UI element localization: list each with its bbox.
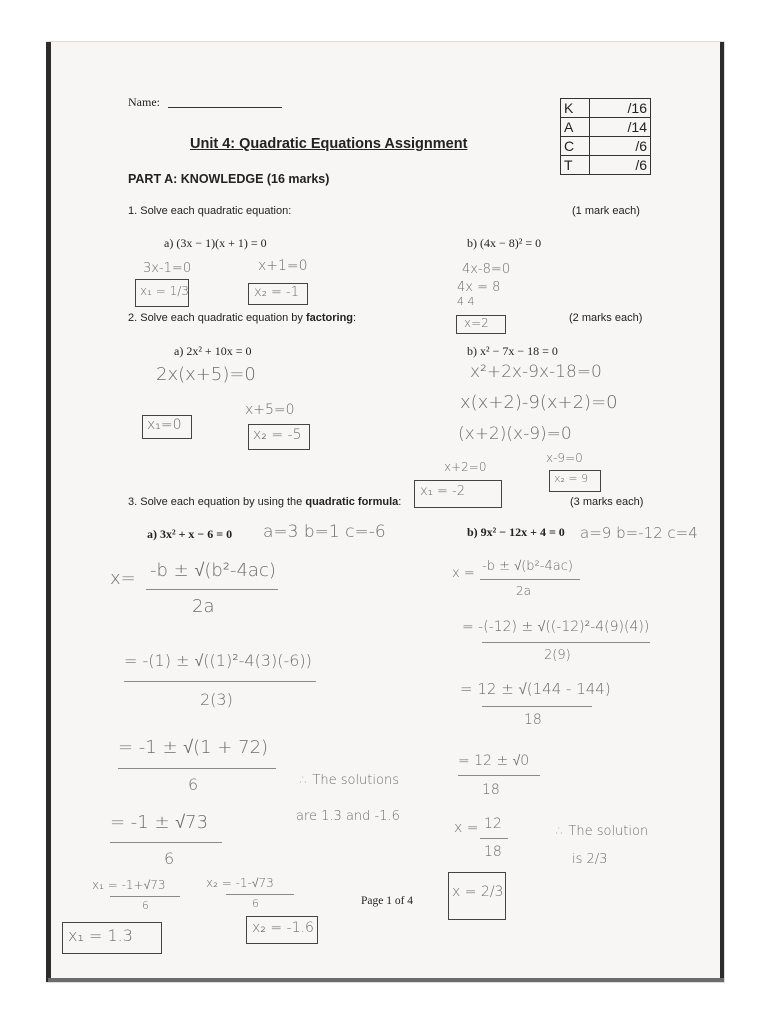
q3b-step2-fraction-bar bbox=[482, 642, 650, 643]
score-value: /6 bbox=[590, 156, 651, 175]
q3b-step5-lhs: x = bbox=[454, 820, 479, 836]
q1-marks: (1 mark each) bbox=[572, 205, 640, 217]
q3-prompt-colon: : bbox=[398, 496, 402, 508]
q1a-answer-2: x₂ = -1 bbox=[254, 285, 300, 300]
score-table bbox=[560, 98, 651, 175]
q3a-x1-numerator: x₁ = -1+√73 bbox=[92, 878, 166, 892]
score-row bbox=[561, 99, 651, 118]
q3a-step1-numerator: -b ± √(b²-4ac) bbox=[150, 560, 276, 581]
q3b-step4-fraction-bar bbox=[458, 775, 540, 776]
q3b-conclusion-line1: ∴ The solution bbox=[556, 824, 649, 839]
q3b-step1-lhs: x = bbox=[452, 566, 475, 581]
q2a-equation: a) 2x² + 10x = 0 bbox=[174, 344, 252, 358]
q3a-step2-fraction-bar bbox=[124, 681, 316, 682]
q2b-equation: b) x² − 7x − 18 = 0 bbox=[467, 344, 558, 358]
name-label: Name: bbox=[128, 95, 160, 109]
q1b-work-3: 4 4 bbox=[457, 295, 475, 308]
q3b-equation: b) 9x² − 12x + 4 = 0 bbox=[467, 525, 565, 539]
q3a-conclusion-line2: are 1.3 and -1.6 bbox=[296, 809, 400, 824]
q3b-step1-fraction-bar bbox=[480, 579, 580, 580]
q2b-work-2: x(x+2)-9(x+2)=0 bbox=[460, 392, 618, 413]
q3b-step4-denominator: 18 bbox=[482, 782, 500, 798]
score-value: /16 bbox=[590, 99, 651, 118]
q3-prompt-text: 3. Solve each equation by using the bbox=[128, 496, 306, 508]
q3b-step1-denominator: 2a bbox=[516, 584, 531, 598]
q3a-x1-denominator: 6 bbox=[142, 899, 149, 912]
name-blank bbox=[168, 107, 282, 108]
score-row bbox=[561, 137, 651, 156]
paper-shadow-bottom bbox=[48, 978, 724, 982]
page-number: Page 1 of 4 bbox=[361, 895, 414, 907]
q3b-step2-numerator: = -(-12) ± √((-12)²-4(9)(4)) bbox=[462, 619, 650, 635]
q3a-step1-lhs: x= bbox=[110, 568, 136, 589]
q2b-work-5: x-9=0 bbox=[546, 451, 583, 465]
q3a-step3-fraction-bar bbox=[118, 768, 276, 769]
q3-prompt bbox=[128, 496, 401, 508]
q3b-step4-numerator: = 12 ± √0 bbox=[458, 753, 530, 769]
q3a-step2-denominator: 2(3) bbox=[200, 690, 233, 709]
q2-prompt bbox=[128, 312, 356, 324]
q3a-step2-numerator: = -(1) ± √((1)²-4(3)(-6)) bbox=[124, 651, 312, 670]
q1b-work-1: 4x-8=0 bbox=[462, 262, 511, 277]
q1b-answer: x=2 bbox=[464, 316, 489, 330]
score-category: A bbox=[561, 118, 590, 137]
q2a-work-2: x+5=0 bbox=[245, 402, 295, 418]
q3b-step5-numerator: 12 bbox=[484, 816, 502, 832]
q3b-step5-denominator: 18 bbox=[484, 844, 502, 860]
q2-prompt-text: 2. Solve each quadratic equation by bbox=[128, 312, 306, 324]
q3a-x2-denominator: 6 bbox=[252, 897, 259, 910]
q3a-step1-denominator: 2a bbox=[192, 596, 215, 617]
q3a-conclusion-line1: ∴ The solutions bbox=[300, 773, 399, 788]
q2a-answer-1: x₁=0 bbox=[147, 417, 182, 433]
part-a-heading: PART A: KNOWLEDGE (16 marks) bbox=[128, 172, 330, 186]
q3a-equation: a) 3x² + x − 6 = 0 bbox=[147, 527, 233, 541]
q3b-parameters: a=9 b=-12 c=4 bbox=[580, 524, 698, 542]
q2-marks: (2 marks each) bbox=[569, 312, 643, 324]
q3a-step3-denominator: 6 bbox=[188, 775, 199, 794]
q2b-work-1: x²+2x-9x-18=0 bbox=[470, 362, 602, 382]
score-category: C bbox=[561, 137, 590, 156]
q3a-x1-fraction-bar bbox=[110, 896, 180, 897]
q3b-answer: x = 2/3 bbox=[452, 884, 504, 900]
q3a-step4-denominator: 6 bbox=[164, 849, 175, 868]
q3a-step1-fraction-bar bbox=[146, 589, 278, 590]
q3b-step2-denominator: 2(9) bbox=[544, 648, 571, 663]
q3a-step4-numerator: = -1 ± √73 bbox=[110, 812, 209, 833]
q3b-step1-numerator: -b ± √(b²-4ac) bbox=[482, 559, 573, 574]
q3b-step3-denominator: 18 bbox=[524, 712, 542, 728]
q3a-answer-2: x₂ = -1.6 bbox=[252, 920, 314, 936]
q1b-equation: b) (4x − 8)² = 0 bbox=[467, 236, 542, 250]
q3b-step5-fraction-bar bbox=[480, 838, 508, 839]
q3a-answer-1: x₁ = 1.3 bbox=[68, 926, 133, 945]
q2b-work-4: x+2=0 bbox=[444, 460, 487, 474]
q2a-work-1: 2x(x+5)=0 bbox=[156, 364, 256, 385]
paper-shadow-left bbox=[46, 42, 51, 982]
q3b-step3-numerator: = 12 ± √(144 - 144) bbox=[460, 680, 611, 698]
q2b-answer-1: x₁ = -2 bbox=[420, 484, 466, 499]
q3b-conclusion-line2: is 2/3 bbox=[572, 852, 608, 867]
q1-prompt: 1. Solve each quadratic equation: bbox=[128, 205, 292, 217]
q3b-step3-fraction-bar bbox=[482, 706, 592, 707]
q1b-work-2: 4x = 8 bbox=[457, 280, 501, 295]
q1a-work-1: 3x-1=0 bbox=[143, 261, 192, 276]
q2b-answer-2: x₂ = 9 bbox=[554, 472, 589, 485]
q1a-work-2: x+1=0 bbox=[258, 258, 308, 274]
q3a-step3-numerator: = -1 ± √(1 + 72) bbox=[118, 737, 269, 758]
page-title: Unit 4: Quadratic Equations Assignment bbox=[190, 136, 468, 152]
score-row bbox=[561, 118, 651, 137]
q2b-work-3: (x+2)(x-9)=0 bbox=[458, 424, 572, 444]
q1a-equation: a) (3x − 1)(x + 1) = 0 bbox=[164, 236, 267, 250]
score-value: /14 bbox=[590, 118, 651, 137]
score-category: T bbox=[561, 156, 590, 175]
q1a-answer-1: x₁ = 1/3 bbox=[140, 284, 189, 298]
q3a-x2-numerator: x₂ = -1-√73 bbox=[206, 876, 274, 890]
q2-prompt-colon: : bbox=[353, 312, 357, 324]
q2a-answer-2: x₂ = -5 bbox=[253, 427, 302, 443]
q2-prompt-method: factoring bbox=[305, 312, 354, 324]
score-value: /6 bbox=[590, 137, 651, 156]
score-row bbox=[561, 156, 651, 175]
q3a-step4-fraction-bar bbox=[110, 842, 222, 843]
q3a-parameters: a=3 b=1 c=-6 bbox=[263, 522, 386, 542]
q3-prompt-method: quadratic formula bbox=[305, 496, 399, 508]
score-category: K bbox=[561, 99, 590, 118]
q3a-x2-fraction-bar bbox=[226, 894, 294, 895]
q3-marks: (3 marks each) bbox=[570, 496, 644, 508]
